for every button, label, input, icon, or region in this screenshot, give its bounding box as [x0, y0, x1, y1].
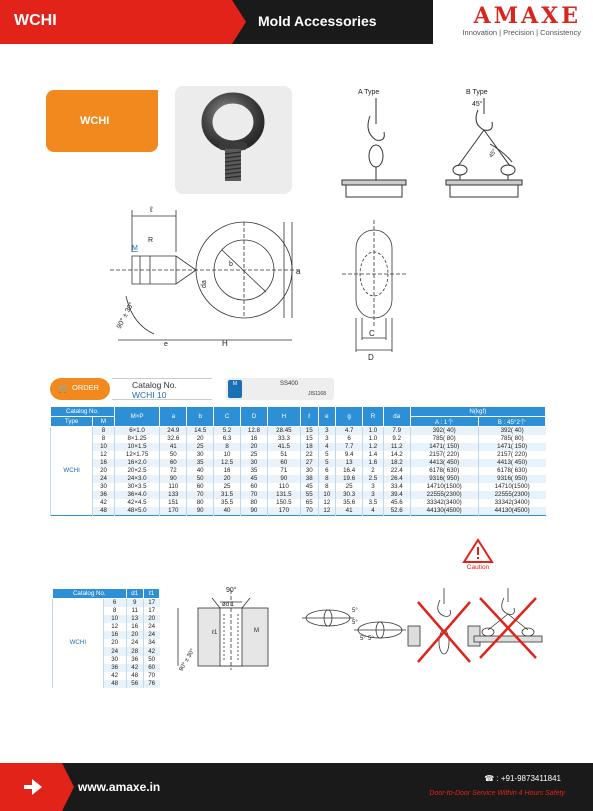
table-cell: 90: [267, 475, 300, 483]
phone-icon: ☎ :: [484, 774, 501, 783]
table-cell: 12: [93, 451, 114, 459]
label-m: M: [132, 245, 138, 252]
table-cell: 16×2.0: [114, 459, 160, 467]
table-row: [51, 467, 546, 475]
col-nb: B : 45°2个: [478, 417, 545, 427]
hole-table-cell: 56: [126, 680, 143, 688]
table-cell: 45: [300, 483, 318, 491]
table-cell: 30: [240, 459, 267, 467]
product-label-card: [46, 90, 158, 152]
table-cell: 9.2: [383, 435, 410, 443]
table-cell: 32.6: [160, 435, 187, 443]
label-b: b: [229, 261, 233, 268]
table-cell: 12.8: [240, 427, 267, 436]
col-e: e: [318, 407, 336, 427]
table-cell: 1.0: [363, 427, 384, 436]
col-a: a: [160, 407, 187, 427]
col-b: b: [187, 407, 214, 427]
table-cell: 11.2: [383, 443, 410, 451]
lifting-type-diagrams: [340, 84, 540, 204]
label-r: R: [148, 237, 154, 244]
hole-table-body: [53, 599, 160, 688]
table-cell: 16: [240, 435, 267, 443]
table-cell: 20: [240, 443, 267, 451]
table-cell: 13: [336, 459, 363, 467]
table-row: [51, 435, 546, 443]
table-cell: 1471( 150): [478, 443, 545, 451]
table-cell: 5: [318, 451, 336, 459]
table-cell: 70: [300, 507, 318, 516]
table-cell: 19.6: [336, 475, 363, 483]
table-cell: 3: [363, 491, 384, 499]
table-cell: 24.9: [160, 427, 187, 436]
table-cell: 12.5: [214, 459, 241, 467]
table-cell: 6×1.0: [114, 427, 160, 436]
table-cell: 16: [93, 459, 114, 467]
col-catalog: Catalog No.: [51, 407, 115, 417]
hole-table-cell: 16: [103, 631, 126, 639]
hole-table-cell: 36: [103, 664, 126, 672]
footer-red-tab: [0, 763, 62, 811]
table-cell: 22: [300, 451, 318, 459]
eyebolt-photo-icon: [175, 86, 292, 194]
table-cell: 33342(3400): [410, 499, 478, 507]
table-cell: 39.4: [383, 491, 410, 499]
table-cell: 42: [93, 499, 114, 507]
hole-table-row: [53, 599, 160, 608]
hole-table-cell: 50: [143, 656, 159, 664]
table-cell: 3.5: [363, 499, 384, 507]
product-code: WCHI: [14, 12, 57, 29]
table-cell: 48×5.0: [114, 507, 160, 516]
header-bar: [0, 0, 593, 44]
eyebolt-dimension-drawing: [110, 200, 410, 360]
hole-d1: ød 1: [222, 602, 235, 608]
table-cell: 4413( 450): [478, 459, 545, 467]
label-a: a: [296, 267, 301, 276]
hole-table-cell: 42: [126, 664, 143, 672]
table-cell: 4413( 450): [410, 459, 478, 467]
col-da: da: [383, 407, 410, 427]
table-cell: 8: [318, 483, 336, 491]
table-cell: 2: [363, 467, 384, 475]
usage-diagram-svg: [168, 582, 568, 672]
table-cell: 60: [160, 459, 187, 467]
hole-table: [52, 588, 160, 688]
table-cell: 30: [300, 467, 318, 475]
table-cell: 60: [240, 483, 267, 491]
hole-col-l1: ℓ1: [143, 589, 159, 599]
table-cell: 22.4: [383, 467, 410, 475]
table-cell: 26.4: [383, 475, 410, 483]
hole-table-cell: 13: [126, 615, 143, 623]
hole-table-cell: 34: [143, 639, 159, 647]
dim-5d: 5°: [368, 636, 374, 642]
hole-table-cell: 24: [103, 647, 126, 655]
table-cell: 9316( 950): [478, 475, 545, 483]
table-cell: 6: [336, 435, 363, 443]
table-cell: 36: [93, 491, 114, 499]
hole-table-cell: 20: [143, 615, 159, 623]
spec-table-body: [51, 427, 546, 516]
table-cell: 55: [300, 491, 318, 499]
order-bar: [50, 378, 336, 402]
table-cell: 90: [240, 507, 267, 516]
table-cell: 31.5: [214, 491, 241, 499]
hole-table-cell: 42: [103, 672, 126, 680]
b-type-label: B Type: [466, 89, 488, 96]
table-cell: 7.7: [336, 443, 363, 451]
hole-table-cell: 24: [126, 639, 143, 647]
table-cell: 10: [214, 451, 241, 459]
table-cell: 8×1.25: [114, 435, 160, 443]
col-mp: M×P: [114, 407, 160, 427]
table-cell: 60: [267, 459, 300, 467]
label-d: D: [368, 353, 374, 360]
table-cell: 80: [187, 499, 214, 507]
col-na: A : 1个: [410, 417, 478, 427]
table-cell: 20: [214, 475, 241, 483]
table-row: [51, 427, 546, 436]
table-cell: 33.3: [267, 435, 300, 443]
caution-badge: [462, 538, 494, 574]
hole-angle-top: 90°: [226, 587, 237, 594]
table-row: [51, 499, 546, 507]
table-cell: 30×3.5: [114, 483, 160, 491]
footer-bar: [0, 763, 593, 811]
table-cell: 1.2: [363, 443, 384, 451]
table-cell: 24: [93, 475, 114, 483]
hole-table-cell: 17: [143, 607, 159, 615]
usage-diagrams: [168, 582, 568, 672]
pointing-hand-icon: [22, 775, 44, 799]
table-cell: 8: [93, 427, 114, 436]
table-cell: 80: [240, 499, 267, 507]
material-icon: M: [228, 380, 242, 398]
col-h: H: [267, 407, 300, 427]
table-row: [51, 491, 546, 499]
table-cell: 4.7: [336, 427, 363, 436]
label-l: ℓ: [150, 205, 153, 214]
hole-table-cell: 20: [103, 639, 126, 647]
label-c: C: [369, 329, 375, 338]
table-cell: 3: [363, 483, 384, 491]
table-cell: 10×1.5: [114, 443, 160, 451]
table-cell: 131.5: [267, 491, 300, 499]
hole-table-cell: 48: [103, 680, 126, 688]
table-cell: 392( 40): [478, 427, 545, 436]
table-cell: 14710(1500): [410, 483, 478, 491]
hole-l1: ℓ1: [212, 630, 218, 636]
label-da: da: [201, 280, 208, 288]
hole-table-cell: 8: [103, 607, 126, 615]
hole-table-cell: 24: [143, 623, 159, 631]
catalog-number-box: [112, 378, 212, 400]
hole-table-cell: 10: [103, 615, 126, 623]
table-cell: 71: [267, 467, 300, 475]
material-grade: SS400: [280, 381, 299, 387]
website-link[interactable]: www.amaxe.in: [78, 780, 161, 794]
dim-5b: 5°: [352, 620, 358, 626]
table-row: [51, 507, 546, 516]
table-cell: 20: [93, 467, 114, 475]
table-cell: 2157( 220): [410, 451, 478, 459]
hole-m: M: [254, 628, 259, 634]
table-cell: 1.0: [363, 435, 384, 443]
hole-col-d1: d1: [126, 589, 143, 599]
table-cell: 16.4: [336, 467, 363, 475]
table-cell: 10: [318, 491, 336, 499]
lifting-diagram-svg: [340, 84, 540, 204]
table-cell: 25: [214, 483, 241, 491]
table-cell: 8: [318, 475, 336, 483]
table-cell: 8: [214, 443, 241, 451]
table-cell: 170: [267, 507, 300, 516]
label-e: e: [164, 341, 168, 348]
table-cell: 151: [160, 499, 187, 507]
b-type-angle: 45°: [472, 101, 483, 108]
table-row: [51, 475, 546, 483]
table-cell: 70: [240, 491, 267, 499]
hole-type-cell: WCHI: [53, 599, 104, 688]
table-cell: 8: [93, 435, 114, 443]
table-cell: 6178( 630): [410, 467, 478, 475]
table-cell: 3: [318, 427, 336, 436]
table-cell: 6178( 630): [478, 467, 545, 475]
table-cell: 150.5: [267, 499, 300, 507]
table-cell: 30.3: [336, 491, 363, 499]
table-cell: 18: [300, 443, 318, 451]
brand-tagline: Innovation | Precision | Consistency: [462, 28, 581, 37]
label-angle: 90° ± 30°: [115, 301, 136, 331]
table-cell: 22555(2300): [410, 491, 478, 499]
hole-table-cell: 42: [143, 647, 159, 655]
table-cell: 45.6: [383, 499, 410, 507]
order-label: ORDER: [72, 383, 100, 392]
table-cell: 2157( 220): [478, 451, 545, 459]
table-cell: 35.6: [336, 499, 363, 507]
table-cell: 51: [267, 451, 300, 459]
table-cell: 4: [318, 443, 336, 451]
service-tagline: Door-to-Door Service Within 4 Hours Safety: [429, 790, 565, 797]
table-cell: 110: [267, 483, 300, 491]
table-cell: 90: [187, 507, 214, 516]
table-cell: 50: [187, 475, 214, 483]
table-cell: 22555(2300): [478, 491, 545, 499]
table-cell: 90: [160, 475, 187, 483]
table-cell: 24×3.0: [114, 475, 160, 483]
table-cell: 14710(1500): [478, 483, 545, 491]
catalog-value: WCHI 10: [132, 390, 167, 400]
catalog-title: Catalog No.: [132, 380, 177, 390]
table-cell: 33342(3400): [478, 499, 545, 507]
table-cell: 6: [318, 467, 336, 475]
table-cell: 133: [160, 491, 187, 499]
col-r: R: [363, 407, 384, 427]
table-cell: 38: [300, 475, 318, 483]
table-row: [51, 451, 546, 459]
table-cell: 44130(4500): [478, 507, 545, 516]
hole-table-cell: 6: [103, 599, 126, 608]
table-cell: 50: [160, 451, 187, 459]
table-cell: 35: [240, 467, 267, 475]
phone-value: +91-9873411841: [500, 774, 561, 783]
type-cell: WCHI: [51, 427, 93, 516]
table-cell: 1471( 150): [410, 443, 478, 451]
table-cell: 9316( 950): [410, 475, 478, 483]
section-title: Mold Accessories: [258, 13, 377, 29]
table-cell: 7.9: [383, 427, 410, 436]
table-cell: 35.5: [214, 499, 241, 507]
product-photo: [175, 86, 292, 194]
table-cell: 40: [187, 467, 214, 475]
hole-angle: 90° ± 30°: [178, 648, 197, 672]
table-cell: 4: [363, 507, 384, 516]
table-row: [51, 459, 546, 467]
table-cell: 5.2: [214, 427, 241, 436]
table-cell: 20×2.5: [114, 467, 160, 475]
hole-table-cell: 70: [143, 672, 159, 680]
cart-icon: 🛒: [58, 383, 70, 393]
table-cell: 70: [187, 491, 214, 499]
col-c: C: [214, 407, 241, 427]
warning-icon: [462, 538, 494, 564]
spec-table: [50, 406, 546, 516]
table-cell: 5: [318, 459, 336, 467]
table-cell: 12: [318, 499, 336, 507]
product-label: WCHI: [80, 115, 110, 127]
table-cell: 110: [160, 483, 187, 491]
dim-5c: 5°: [360, 636, 366, 642]
phone-number[interactable]: [484, 774, 561, 783]
label-h: H: [222, 339, 228, 348]
table-cell: 28.45: [267, 427, 300, 436]
caution-label: Caution: [466, 564, 490, 571]
table-cell: 41.5: [267, 443, 300, 451]
table-cell: 10: [93, 443, 114, 451]
hole-table-cell: 36: [126, 656, 143, 664]
table-cell: 27: [300, 459, 318, 467]
order-button[interactable]: [50, 378, 110, 400]
hole-table-cell: 30: [103, 656, 126, 664]
table-cell: 20: [187, 435, 214, 443]
hole-table-cell: 9: [126, 599, 143, 608]
hole-table-cell: 16: [126, 623, 143, 631]
table-cell: 25: [187, 443, 214, 451]
table-cell: 785( 80): [478, 435, 545, 443]
table-cell: 1.6: [363, 459, 384, 467]
table-cell: 14.2: [383, 451, 410, 459]
table-cell: 14.5: [187, 427, 214, 436]
table-cell: 12×1.75: [114, 451, 160, 459]
hole-table-cell: 20: [126, 631, 143, 639]
table-cell: 6.3: [214, 435, 241, 443]
hole-table-cell: 76: [143, 680, 159, 688]
dimension-drawing-svg: [110, 200, 410, 360]
hole-table-cell: 12: [103, 623, 126, 631]
table-cell: 785( 80): [410, 435, 478, 443]
table-cell: 15: [300, 427, 318, 436]
table-cell: 15: [300, 435, 318, 443]
material-standard: JIS1168: [308, 391, 326, 397]
col-l: ℓ: [300, 407, 318, 427]
table-cell: 42×4.5: [114, 499, 160, 507]
col-type: Type: [51, 417, 93, 427]
dim-5a: 5°: [352, 608, 358, 614]
col-m: M: [93, 417, 114, 427]
table-cell: 2.5: [363, 475, 384, 483]
material-box: [226, 378, 334, 400]
table-cell: 33.4: [383, 483, 410, 491]
table-cell: 44130(4500): [410, 507, 478, 516]
table-cell: 9.4: [336, 451, 363, 459]
hole-col-catalog: Catalog No.: [53, 589, 127, 599]
table-cell: 12: [318, 507, 336, 516]
hole-table-cell: 11: [126, 607, 143, 615]
table-row: [51, 483, 546, 491]
b-type-angle2: 45°: [488, 148, 499, 159]
table-cell: 392( 40): [410, 427, 478, 436]
table-cell: 72: [160, 467, 187, 475]
brand-logo: AMAXE: [473, 3, 581, 29]
hole-table-cell: 28: [126, 647, 143, 655]
table-cell: 40: [214, 507, 241, 516]
table-cell: 36×4.0: [114, 491, 160, 499]
col-n: N(kgf): [410, 407, 545, 417]
brand-logo-box: [433, 0, 593, 44]
table-cell: 30: [187, 451, 214, 459]
table-cell: 16: [214, 467, 241, 475]
table-cell: 25: [240, 451, 267, 459]
table-cell: 170: [160, 507, 187, 516]
a-type-label: A Type: [358, 89, 380, 96]
hole-table-cell: 24: [143, 631, 159, 639]
table-cell: 41: [336, 507, 363, 516]
table-cell: 48: [93, 507, 114, 516]
table-cell: 25: [336, 483, 363, 491]
table-cell: 65: [300, 499, 318, 507]
table-cell: 60: [187, 483, 214, 491]
hole-table-cell: 17: [143, 599, 159, 608]
table-cell: 45: [240, 475, 267, 483]
col-g: g: [336, 407, 363, 427]
col-d: D: [240, 407, 267, 427]
table-row: [51, 443, 546, 451]
hole-table-cell: 60: [143, 664, 159, 672]
hole-table-cell: 48: [126, 672, 143, 680]
table-cell: 41: [160, 443, 187, 451]
table-cell: 52.6: [383, 507, 410, 516]
table-cell: 1.4: [363, 451, 384, 459]
table-cell: 30: [93, 483, 114, 491]
table-cell: 35: [187, 459, 214, 467]
table-cell: 3: [318, 435, 336, 443]
table-cell: 18.2: [383, 459, 410, 467]
